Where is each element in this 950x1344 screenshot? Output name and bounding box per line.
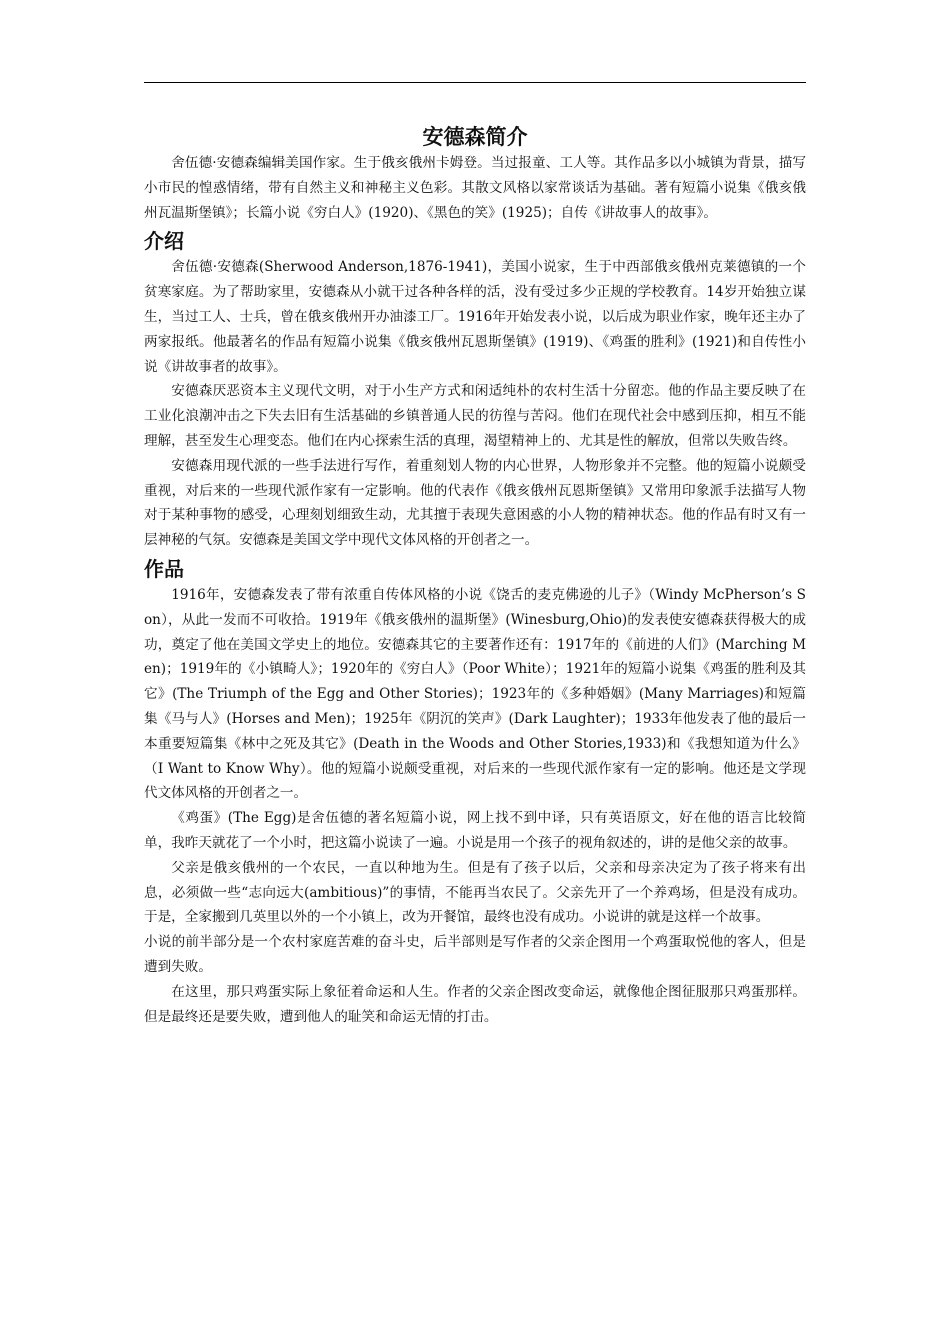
works-section-paragraph: 1916年，安德森发表了带有浓重自传体风格的小说《饶舌的麦克佛逊的儿子》（Windy McPherson’s Son），从此一发而不可收拾。1919年《俄亥俄州的温斯堡》(Winesburg,Ohio)的发表使安德森获得极大的成功，奠定了他在美国文学史上的地位。安德森其它的主要著作还有：1917年的《前进的人们》(Marching Men)；1919年的《小镇畸人》；1920年的《穷白人》（Poor White）；1921年的短篇小说集《鸡蛋的胜利及其它》(The Triumph of the Egg and Other Stories)；1923年的《多种婚姻》(Many Marriages)和短篇集《马与人》(Horses and Men)；1925年《阴沉的笑声》(Dark Laughter)；1933年他发表了他的最后一本重要短篇集《林中之死及其它》(Death in the Woods and Other Stories,1933)和《我想知道为什么》（I Want to Know Why）。他的短篇小说颇受重视，对后来的一些现代派作家有一定的影响。他还是文学现代文体风格的开创者之一。 [144,586,806,802]
intro-section-paragraph: 安德森厌恶资本主义现代文明，对于小生产方式和闲适纯朴的农村生活十分留恋。他的作品主要反映了在工业化浪潮冲击之下失去旧有生活基础的乡镇普通人民的彷徨与苦闷。他们在现代社会中感到压抑，相互不能理解，甚至发生心理变态。他们在内心探索生活的真理，渴望精神上的、尤其是性的解放，但常以失败告终。 [144,383,806,449]
works-section-paragraph: 《鸡蛋》(The Egg)是舍伍德的著名短篇小说，网上找不到中译，只有英语原文，好在他的语言比较简单，我昨天就花了一个小时，把这篇小说读了一遍。小说是用一个孩子的视角叙述的，讲的是他父亲的故事。 [144,810,806,851]
works-section-paragraph: 父亲是俄亥俄州的一个农民，一直以种地为生。但是有了孩子以后，父亲和母亲决定为了孩子将来有出息，必须做一些“志向远大(ambitious)”的事情，不能再当农民了。父亲先开了一个养鸡场，但是没有成功。于是，全家搬到几英里以外的一个小镇上，改为开餐馆，最终也没有成功。小说讲的就是这样一个故事。 [144,859,806,926]
intro-section-paragraph: 安德森用现代派的一些手法进行写作，着重刻划人物的内心世界，人物形象并不完整。他的短篇小说颇受重视，对后来的一些现代派作家有一定影响。他的代表作《俄亥俄州瓦恩斯堡镇》又常用印象派手法描写人物对于某种事物的感受，心理刻划细致生动，尤其擅于表现失意困惑的小人物的精神状态。他的作品有时又有一层神秘的气氛。安德森是美国文学中现代文体风格的开创者之一。 [144,457,806,549]
section-heading-intro: 介绍 [144,229,184,254]
section-heading-works: 作品 [144,556,184,581]
document-page [144,82,806,1029]
intro-paragraph: 舍伍德·安德森编辑美国作家。生于俄亥俄州卡姆登。当过报童、工人等。其作品多以小城镇为背景，描写小市民的惶惑情绪，带有自然主义和神秘主义色彩。其散文风格以家常谈话为基础。著有短篇小说集《俄亥俄州瓦温斯堡镇》；长篇小说《穷白人》(1920)、《黑色的笑》(1925)；自传《讲故事人的故事》。 [144,155,806,221]
intro-section-paragraph: 舍伍德·安德森(Sherwood Anderson,1876-1941)，美国小说家，生于中西部俄亥俄州克莱德镇的一个贫寒家庭。为了帮助家里，安德森从小就干过各种各样的活，没有受过多少正规的学校教育。14岁开始独立谋生，当过工人、士兵，曾在俄亥俄州开办油漆工厂。1916年开始发表小说，以后成为职业作家，晚年还主办了两家报纸。他最著名的作品有短篇小说集《俄亥俄州瓦恩斯堡镇》(1919)、《鸡蛋的胜利》(1921)和自传性小说《讲故事者的故事》。 [144,259,806,375]
header-rule [144,82,806,83]
works-section-paragraph: 小说的前半部分是一个农村家庭苦难的奋斗史，后半部则是写作者的父亲企图用一个鸡蛋取悦他的客人，但是遭到失败。 [144,934,806,975]
document-title: 安德森简介 [422,125,528,149]
works-section-paragraph: 在这里，那只鸡蛋实际上象征着命运和人生。作者的父亲企图改变命运，就像他企图征服那只鸡蛋那样。但是最终还是要失败，遭到他人的耻笑和命运无情的打击。 [144,983,806,1025]
